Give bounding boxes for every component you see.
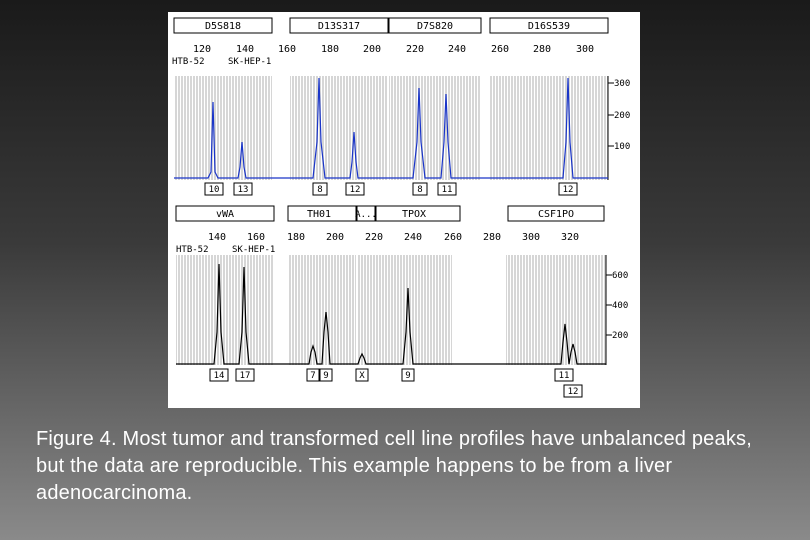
size-tick: 300	[521, 232, 541, 243]
marker-label: vWA	[215, 209, 235, 220]
allele-bin	[389, 76, 481, 180]
allele-bin	[176, 255, 274, 365]
allele-label: 12	[567, 387, 579, 397]
size-tick: 220	[364, 232, 384, 243]
sample-label: HTB-52	[172, 57, 205, 67]
size-tick: 240	[403, 232, 423, 243]
size-tick: 280	[482, 232, 502, 243]
marker-label: D7S820	[416, 21, 454, 32]
allele-bin	[174, 76, 272, 180]
marker-label: D5S818	[204, 21, 242, 32]
allele-label: 11	[441, 185, 453, 195]
marker-label: CSF1PO	[537, 209, 575, 220]
size-tick: 260	[490, 44, 510, 55]
allele-label: 11	[558, 371, 570, 381]
size-tick: 240	[447, 44, 467, 55]
top-panel	[172, 18, 630, 195]
size-tick: 280	[532, 44, 552, 55]
size-tick: 220	[405, 44, 425, 55]
y-tick: 400	[612, 301, 629, 311]
y-tick: 600	[612, 271, 629, 281]
allele-label: 14	[213, 371, 225, 381]
allele-label: 8	[417, 185, 423, 195]
bottom-panel	[176, 206, 628, 397]
marker-label: A...	[355, 210, 377, 220]
sample-label: SK-HEP-1	[232, 245, 276, 255]
size-tick: 160	[277, 44, 297, 55]
sample-label: SK-HEP-1	[228, 57, 272, 67]
size-tick: 160	[246, 232, 266, 243]
sample-label: HTB-52	[176, 245, 209, 255]
allele-bin	[490, 76, 608, 180]
y-tick: 300	[614, 79, 631, 89]
allele-label: 12	[349, 185, 361, 195]
allele-bin	[290, 76, 388, 180]
allele-label: 9	[405, 371, 411, 381]
allele-bin	[288, 255, 356, 365]
allele-label: 9	[323, 371, 329, 381]
y-tick: 200	[612, 331, 629, 341]
allele-label: 7	[310, 371, 316, 381]
allele-label: 10	[208, 185, 220, 195]
size-tick: 180	[286, 232, 306, 243]
allele-label: 17	[239, 371, 251, 381]
marker-label: TH01	[306, 209, 332, 220]
size-tick: 180	[320, 44, 340, 55]
allele-bin	[376, 255, 452, 365]
marker-label: D13S317	[317, 21, 361, 32]
size-tick: 140	[207, 232, 227, 243]
allele-label: 13	[237, 185, 249, 195]
allele-label: 8	[317, 185, 323, 195]
size-tick: 140	[235, 44, 255, 55]
size-tick: 260	[443, 232, 463, 243]
size-tick: 320	[560, 232, 580, 243]
size-tick: 200	[325, 232, 345, 243]
size-tick: 300	[575, 44, 595, 55]
y-tick: 200	[614, 111, 631, 121]
allele-bin	[506, 255, 606, 365]
figure-caption: Figure 4. Most tumor and transformed cell line profiles have unbalanced peaks, but the data are reproducible. This example happens to be from a liver adenocarcinoma.	[36, 428, 752, 504]
size-tick: 200	[362, 44, 382, 55]
electropherogram-figure	[168, 12, 640, 408]
allele-label: X	[359, 371, 365, 381]
allele-label: 12	[562, 185, 574, 195]
marker-label: D16S539	[527, 21, 571, 32]
allele-bin	[357, 255, 375, 365]
size-tick: 120	[192, 44, 212, 55]
y-tick: 100	[614, 142, 631, 152]
marker-label: TPOX	[401, 209, 427, 220]
